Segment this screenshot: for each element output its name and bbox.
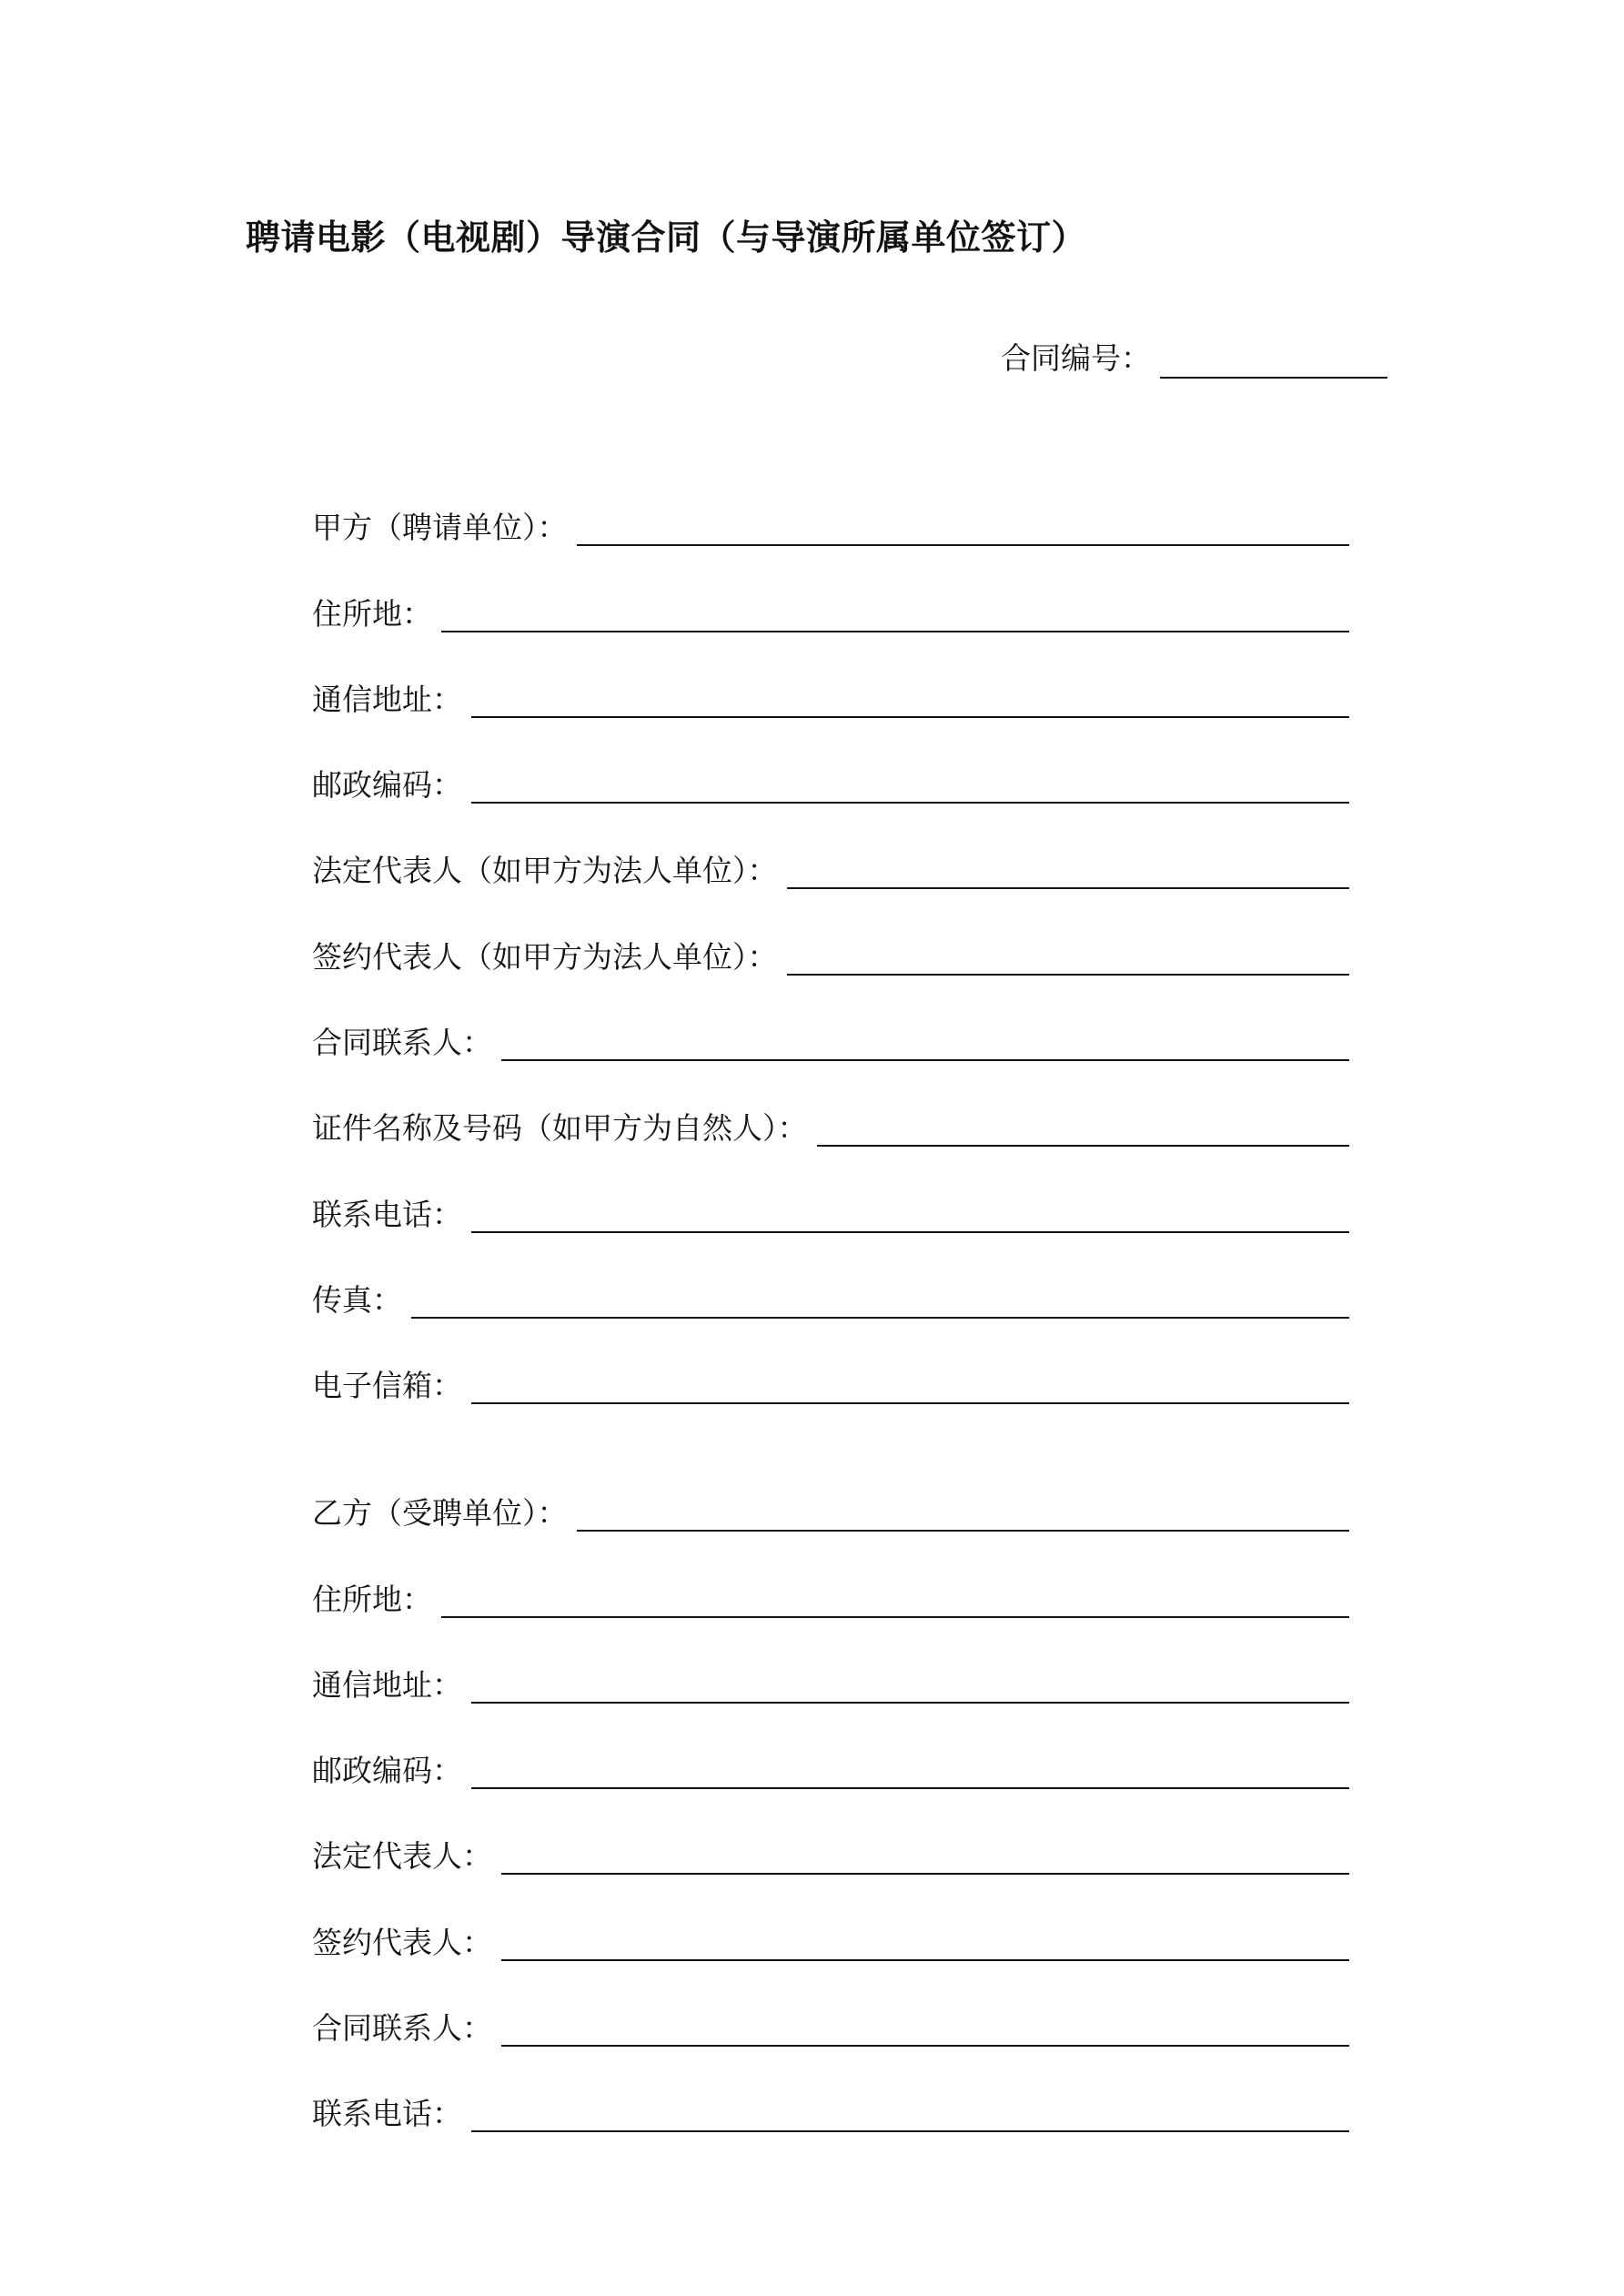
- party-b-label: 合同联系人：: [312, 2010, 492, 2047]
- party-a-blank[interactable]: [411, 1282, 1349, 1319]
- party-b-label: 住所地：: [312, 1581, 432, 1617]
- party-a-blank[interactable]: [787, 939, 1350, 976]
- party-b-blank[interactable]: [501, 1838, 1349, 1875]
- party-a-row: [312, 1324, 1349, 1410]
- party-a-blank[interactable]: [471, 1368, 1349, 1404]
- party-a-label: 住所地：: [312, 595, 432, 632]
- party-a-row: [312, 1067, 1349, 1152]
- party-a-label: 传真：: [312, 1281, 402, 1318]
- party-b-label: 通信地址：: [312, 1666, 462, 1703]
- party-a-label: 邮政编码：: [312, 767, 462, 804]
- party-a-blank[interactable]: [441, 596, 1349, 632]
- party-b-row: [312, 1880, 1349, 1966]
- party-a-row: [312, 551, 1349, 637]
- party-b-label: 邮政编码：: [312, 1753, 462, 1789]
- contract-number-blank[interactable]: [1160, 340, 1387, 379]
- party-b-blank[interactable]: [501, 2010, 1349, 2047]
- party-b-row: [312, 1537, 1349, 1623]
- party-a-label: 甲方（聘请单位）：: [312, 510, 568, 546]
- party-a-row: [312, 638, 1349, 723]
- party-b-label: 签约代表人：: [312, 1924, 492, 1960]
- contract-number-field: [1001, 339, 1387, 379]
- party-a-label: 联系电话：: [312, 1196, 462, 1232]
- party-a-label: 签约代表人（如甲方为法人单位）：: [312, 938, 778, 975]
- party-a-blank[interactable]: [471, 767, 1349, 804]
- party-b-blank[interactable]: [471, 1667, 1349, 1704]
- party-a-blank[interactable]: [817, 1110, 1350, 1147]
- party-b-label: 法定代表人：: [312, 1838, 492, 1875]
- party-b-blank[interactable]: [471, 1753, 1349, 1789]
- contract-number-label: 合同编号：: [1001, 340, 1151, 376]
- party-a-row: [312, 895, 1349, 980]
- party-a-row: [312, 809, 1349, 895]
- party-a-label: 通信地址：: [312, 681, 462, 717]
- party-a-blank[interactable]: [577, 510, 1350, 546]
- party-b-row: [312, 1795, 1349, 1880]
- party-a-blank[interactable]: [787, 853, 1350, 889]
- party-b-row: [312, 2052, 1349, 2138]
- party-b-blank[interactable]: [577, 1495, 1350, 1532]
- party-a-section: [312, 466, 1349, 1410]
- party-a-row: [312, 1239, 1349, 1324]
- party-a-label: 证件名称及号码（如甲方为自然人）：: [312, 1110, 808, 1147]
- party-a-blank[interactable]: [501, 1025, 1349, 1061]
- party-b-row: [312, 1451, 1349, 1537]
- party-b-section: [312, 1451, 1349, 2138]
- party-b-label: 联系电话：: [312, 2096, 462, 2132]
- party-a-label: 法定代表人（如甲方为法人单位）：: [312, 853, 778, 889]
- party-a-row: [312, 723, 1349, 809]
- party-b-row: [312, 1623, 1349, 1709]
- party-b-blank[interactable]: [501, 1925, 1349, 1961]
- party-a-label: 合同联系人：: [312, 1025, 492, 1061]
- document-title: 聘请电影（电视剧）导演合同（与导演所属单位签订）: [246, 217, 1087, 258]
- party-a-blank[interactable]: [471, 682, 1349, 718]
- party-b-blank[interactable]: [471, 2096, 1349, 2132]
- party-b-row: [312, 1967, 1349, 2052]
- party-a-blank[interactable]: [471, 1197, 1349, 1233]
- party-a-row: [312, 1152, 1349, 1238]
- party-a-row: [312, 466, 1349, 551]
- party-b-blank[interactable]: [441, 1582, 1349, 1618]
- party-b-label: 乙方（受聘单位）：: [312, 1495, 568, 1532]
- party-a-label: 电子信箱：: [312, 1368, 462, 1404]
- party-b-row: [312, 1709, 1349, 1795]
- party-a-row: [312, 981, 1349, 1067]
